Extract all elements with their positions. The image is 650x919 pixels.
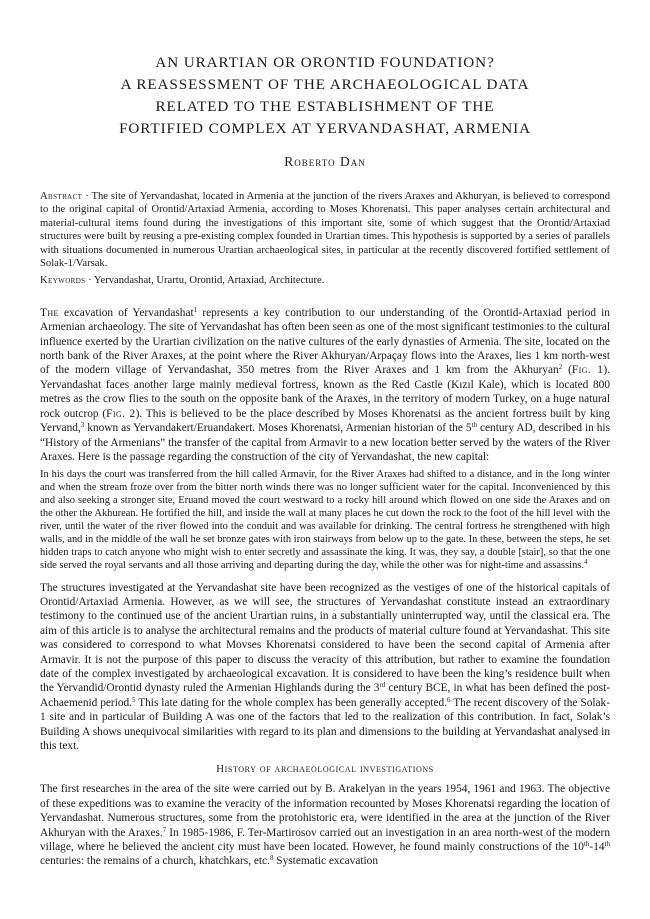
footnote-ref[interactable]: 5 — [132, 695, 136, 704]
text-run: represents a key contribution to our understanding of the Orontid-Artaxiad period in Armenian archaeology. The site of Yervandashat has often been seen as one of the most significant testimonies to the cultural influence exerted by the Urartian civilization on the native cultures of the early dynasties of Armenia. The site, located on the north bank of the River Araxes, at the point where the River Akhuryan/Arpaçay flows into the Araxes, lies 1 km north-west of the modern village of Yervandashat, 350 metres from the River Araxes and 1 km from the Akhuryan — [40, 306, 610, 377]
body-paragraph-history — [40, 782, 610, 868]
text-run: The structures investigated at the Yervandashat site have been recognized as the vestiges of one of the historical capitals of Orontid/Artaxiad Armenia. However, as we will see, the structures of Yervandashat constitute instead an extraordinary testimony to the continued use of the ancient Urartian ruins, in a substantially uninterrupted way, until the classical era. The aim of this article is to analyse the architectural remains and the products of material culture found at Yervandashat. This site was considered to correspond to what Movses Khorenatsi considered to have been the second capital of Armenia after Armavir. It is not the purpose of this paper to discuss the veracity of this attribution, but rather to examine the foundation date of the complex investigated by archaeological excavation. It is considered to have been the king’s residence built when the Yervandid/Orontid dynasty ruled the Armenian Highlands during the 3 — [40, 581, 610, 695]
footnote-ref[interactable]: 1 — [193, 305, 198, 314]
author-name: Roberto Dan — [284, 154, 366, 169]
text-run: ( — [562, 364, 572, 377]
text-run: -14 — [589, 841, 605, 854]
quote-text: In his days the court was transferred from the hill called Armavir, for the River Araxes had shifted to a distance, and in the long winter and when the stream froze over from the bitter north winds there was no longer sufficient water for the capital. Inconvenienced by this and also seeking a stronger site, Eruand moved the court westward to a rocky hill around which flowed on one side the Araxes and on the other the Akhurean. He fortified the hill, and inside the wall at many places he cut down the rock to the foot of the hill level with the river, until the water of the river flowed into the conduit and was available for drinking. The central fortress he strengthened with high walls, and in the middle of the wall he set bronze gates with iron stairways from below up to the gate. In these, between the steps, he set hidden traps to catch anyone who might wish to enter secretly and assassinate the king. It was, they say, a double [stair], so that the one side served the royal servants and all those arriving and departing during the day, while the other was for night-time and assassins. — [40, 469, 610, 571]
text-run: ). Yervandashat faces another large mainly medieval fortress, known as the Red Castle (Kızıl Kale), which is located 800 metres as the crow flies to the south on the opposite bank of the Araxes, in the territory of modern Turkey, on a huge natural rock outcrop ( — [40, 364, 611, 420]
keywords-text: Yervandashat, Urartu, Orontid, Artaxiad, Architecture. — [93, 275, 325, 287]
footnote-ref[interactable]: 4 — [583, 557, 588, 566]
text-run: known as Yervandakert/Eruandakert. Moses Khorenatsi, Armenian historian of the 5 — [84, 422, 472, 435]
text-run: The recent discovery of the Solak-1 site and in particular of Building A was one of the factors that led to the realization of this contribution. In fact, Solak’s Building A shows unequivocal similarities with regard to its plan and dimensions to the building at Yervandashat analysed in this text. — [40, 696, 611, 753]
title-line: A REASSESSMENT OF THE ARCHAEOLOGICAL DATA — [120, 76, 530, 93]
text-run: This late dating for the whole complex has been generally accepted. — [135, 696, 448, 709]
superscript: th — [471, 421, 477, 430]
keywords-label: Keywords — [40, 275, 86, 287]
title-line: FORTIFIED COMPLEX AT YERVANDASHAT, ARMENIA — [119, 120, 531, 137]
text-run: century BCE, in what has been defined the post-Achaemenid period. — [40, 682, 610, 709]
text-run: ). This is believed to be the place described by Moses Khorenatsi as the ancient fortress built by king Yervand, — [40, 407, 610, 435]
abstract-text: The site of Yervandashat, located in Armenia at the junction of the rivers Araxes and Akhuryan, is believed to correspond to the original capital of Orontid/Artaxiad Armenia, according to Moses Khorenatsi. This paper analyses certain architectural and material-cultural items found during the investigations of this important site, some of which suggest that the Orontid/Artaxiad structures were built by reusing a pre-existing complex founded in Urartian times. This hypothesis is supported by a series of parallels with situations documented in numerous Urartian archaeological sites, in particular at the recently discovered fortified settlement of Solak-1/Varsak. — [40, 191, 611, 270]
title-line: AN URARTIAN OR ORONTID FOUNDATION? — [155, 54, 495, 71]
body-paragraph-aims — [40, 581, 610, 754]
section-heading: History of archaeological investigations — [216, 763, 434, 776]
lead-word: The — [40, 306, 59, 319]
abstract-separator: · — [82, 191, 92, 202]
text-run: In 1985-1986, F. Ter-Martirosov carried out an investigation in an area north-west of the modern village, where he believed the ancient city must have been located. However, he found mainly constructions of the 10 — [40, 826, 611, 854]
text-run: The first researches in the area of the site were carried out by B. Arakelyan in the years 1954, 1961 and 1963. The objective of these expeditions was to examine the veracity of the information recounted by Moses Khorenatsi regarding the location of Yervandashat. Numerous structures, some from the protohistoric era, were identified in the area at the junction of the River Akhuryan with the Araxes. — [40, 783, 610, 839]
footnote-ref[interactable]: 7 — [162, 825, 167, 834]
footnote-ref[interactable]: 8 — [269, 854, 274, 863]
superscript: th — [604, 840, 610, 849]
text-run: Systematic excavation — [273, 855, 379, 868]
abstract — [40, 190, 610, 270]
article-title — [40, 52, 610, 140]
title-line: RELATED TO THE ESTABLISHMENT OF THE — [155, 98, 495, 115]
text-run: centuries: the remains of a church, khatchkars, etc. — [40, 855, 270, 868]
superscript: rd — [379, 681, 386, 690]
block-quote — [40, 469, 610, 572]
figure-ref[interactable]: Fig. 1 — [571, 364, 604, 377]
text-run: century AD, described in his “History of the Armenians” the transfer of the capital from Armavir to a new location better served by the waters of the River Araxes. Here is the passage regarding the construction of the city of Yervandashat, the new capital: — [40, 422, 610, 463]
keywords — [40, 274, 610, 287]
figure-ref[interactable]: Fig. 2 — [106, 407, 136, 420]
footnote-ref[interactable]: 3 — [80, 421, 85, 430]
keywords-separator: · — [85, 275, 94, 287]
footnote-ref[interactable]: 6 — [447, 695, 451, 704]
footnote-ref[interactable]: 2 — [558, 363, 563, 372]
superscript: th — [583, 840, 590, 849]
body-paragraph-intro — [40, 306, 610, 464]
text-run: excavation of Yervandashat — [58, 306, 194, 319]
abstract-label: Abstract — [40, 191, 83, 202]
